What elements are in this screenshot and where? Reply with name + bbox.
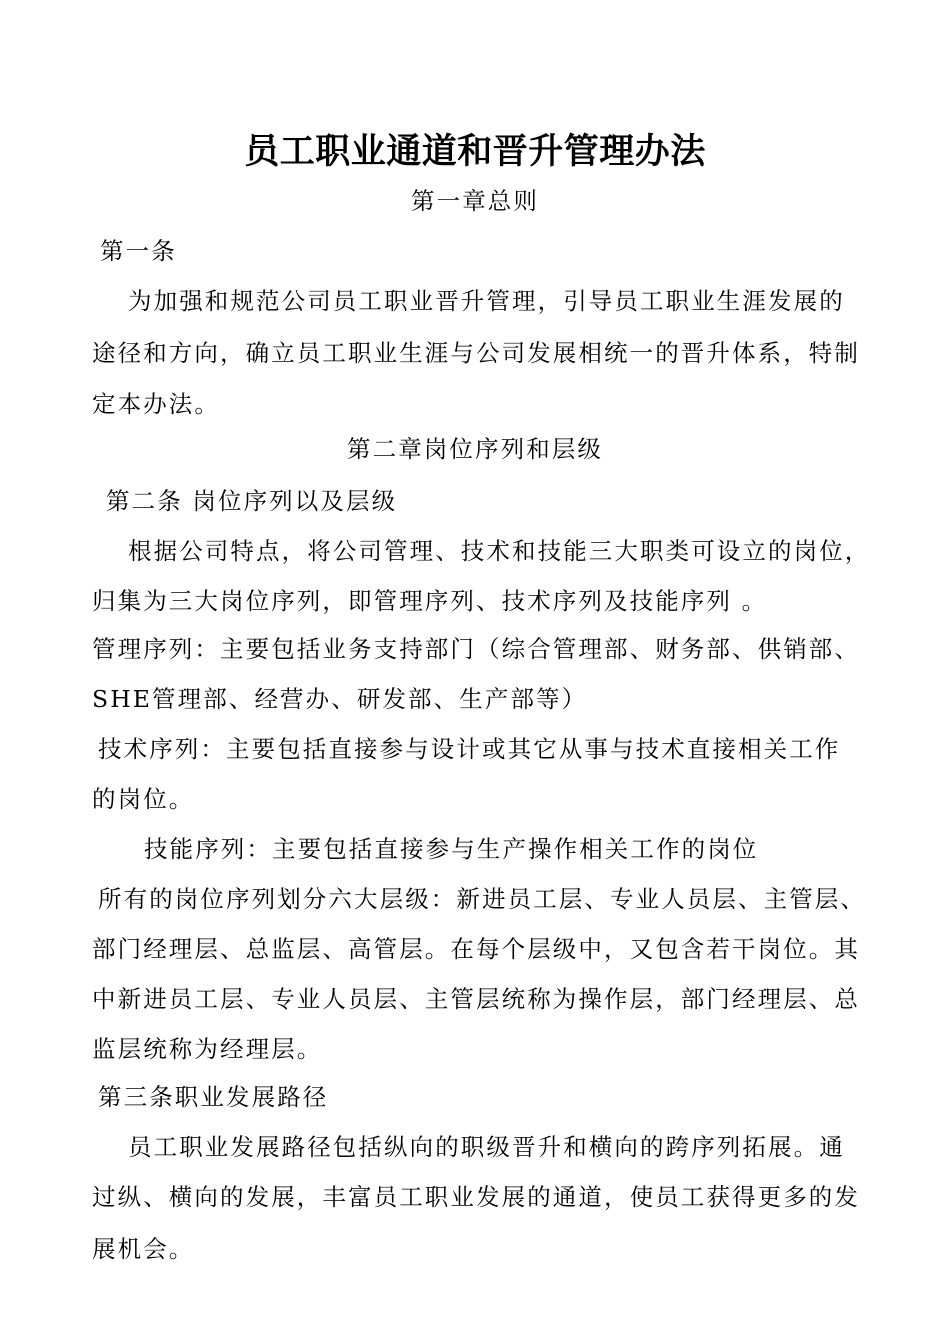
- article-1-line-2: 途径和方向，确立员工职业生涯与公司发展相统一的晋升体系，特制: [92, 339, 860, 367]
- article-2-label: 第二条 岗位序列以及层级: [106, 487, 398, 515]
- article-3-line-1: 员工职业发展路径包括纵向的职级晋升和横向的跨序列拓展。通: [128, 1133, 845, 1161]
- levels-line-3: 中新进员工层、专业人员层、主管层统称为操作层，部门经理层、总: [92, 985, 860, 1013]
- article-1-label: 第一条: [100, 237, 177, 265]
- technical-sequence-line-1: 技术序列：主要包括直接参与设计或其它从事与技术直接相关工作: [98, 735, 841, 763]
- article-3-line-2: 过纵、横向的发展，丰富员工职业发展的通道，使员工获得更多的发: [92, 1183, 860, 1211]
- technical-sequence-line-2: 的岗位。: [92, 785, 195, 813]
- article-2-intro-line-1: 根据公司特点，将公司管理、技术和技能三大职类可设立的岗位，: [128, 537, 871, 565]
- skill-sequence-line: 技能序列：主要包括直接参与生产操作相关工作的岗位: [144, 835, 759, 863]
- management-sequence-line-1: 管理序列：主要包括业务支持部门（综合管理部、财务部、供销部、: [92, 635, 860, 663]
- levels-line-2: 部门经理层、总监层、高管层。在每个层级中，又包含若干岗位。其: [92, 935, 860, 963]
- chapter-2-heading: 第二章岗位序列和层级: [347, 435, 603, 463]
- article-1-line-3: 定本办法。: [92, 390, 220, 418]
- article-3-line-3: 展机会。: [92, 1235, 195, 1263]
- article-2-intro-line-2: 归集为三大岗位序列，即管理序列、技术序列及技能序列 。: [92, 587, 768, 615]
- chapter-1-heading: 第一章总则: [411, 187, 539, 215]
- levels-line-4: 监层统称为经理层。: [92, 1035, 323, 1063]
- article-1-line-1: 为加强和规范公司员工职业晋升管理，引导员工职业生涯发展的: [128, 287, 845, 315]
- levels-line-1: 所有的岗位序列划分六大层级：新进员工层、专业人员层、主管层、: [98, 885, 866, 913]
- management-sequence-line-2: SHE管理部、经营办、研发部、生产部等）: [92, 685, 588, 713]
- article-3-label: 第三条职业发展路径: [98, 1083, 329, 1111]
- document-title: 员工职业通道和晋升管理办法: [244, 131, 706, 172]
